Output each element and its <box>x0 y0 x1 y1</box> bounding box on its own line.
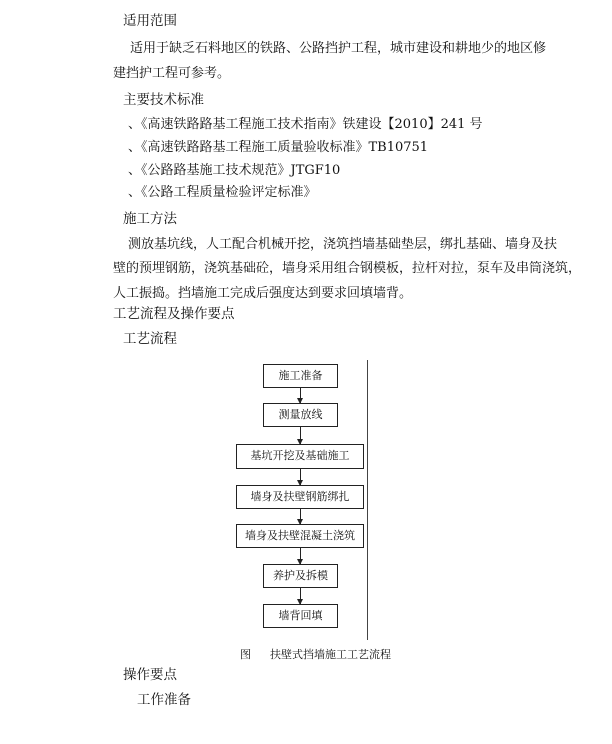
flow-step-2-label: 测量放线 <box>278 408 323 421</box>
operation-heading: 操作要点 <box>123 667 177 683</box>
flow-arrow-2 <box>300 427 301 444</box>
flow-step-5 <box>236 524 364 548</box>
flow-arrow-4 <box>300 509 301 524</box>
flow-step-1 <box>263 364 338 388</box>
method-heading: 施工方法 <box>123 211 177 227</box>
standard-item-4: 、《公路工程质量检验评定标准》 <box>128 185 317 200</box>
flow-step-1-label: 施工准备 <box>278 369 323 382</box>
flow-step-4 <box>236 485 364 509</box>
flow-step-7 <box>263 604 338 628</box>
process-subheading: 工艺流程 <box>123 331 177 347</box>
scope-text-line1: 适用于缺乏石料地区的铁路、公路挡护工程，城市建设和耕地少的地区修 <box>130 41 547 56</box>
flowchart-right-rule <box>367 360 368 640</box>
flow-arrow-5 <box>300 548 301 564</box>
method-text-line3: 人工振捣。挡墙施工完成后强度达到要求回填墙背。 <box>113 286 413 301</box>
flow-step-4-label: 墙身及扶壁钢筋绑扎 <box>250 490 350 503</box>
method-text-line1: 测放基坑线，人工配合机械开挖，浇筑挡墙基础垫层，绑扎基础、墙身及扶 <box>128 237 558 252</box>
flow-step-7-label: 墙背回填 <box>278 609 323 622</box>
flow-step-2 <box>263 403 338 427</box>
flow-step-5-label: 墙身及扶壁混凝土浇筑 <box>245 529 355 542</box>
method-text-line2: 壁的预埋钢筋，浇筑基础砼，墙身采用组合钢模板，拉杆对拉，泵车及串筒浇筑， <box>113 261 582 276</box>
flow-arrow-1 <box>300 388 301 403</box>
scope-heading: 适用范围 <box>123 13 177 29</box>
operation-subheading: 工作准备 <box>137 692 191 708</box>
standard-item-3: 、《公路路基施工技术规范》JTGF10 <box>128 163 341 178</box>
flow-step-3-label: 基坑开挖及基础施工 <box>250 449 350 462</box>
flow-step-3 <box>236 444 364 469</box>
standard-item-2: 、《高速铁路路基工程施工质量验收标准》TB10751 <box>128 140 429 155</box>
figure-caption-title: 扶壁式挡墙施工工艺流程 <box>270 648 391 661</box>
flow-arrow-6 <box>300 588 301 604</box>
standard-item-1: 、《高速铁路路基工程施工技术指南》铁建设【2010】241 号 <box>128 117 483 132</box>
flow-arrow-3 <box>300 469 301 485</box>
flow-step-6-label: 养护及拆模 <box>273 569 328 582</box>
flow-step-6 <box>263 564 338 588</box>
figure-caption-label: 图 <box>240 648 251 661</box>
process-heading: 工艺流程及操作要点 <box>113 306 235 322</box>
standards-heading: 主要技术标准 <box>123 92 204 108</box>
scope-text-line2: 建挡护工程可参考。 <box>113 66 231 81</box>
